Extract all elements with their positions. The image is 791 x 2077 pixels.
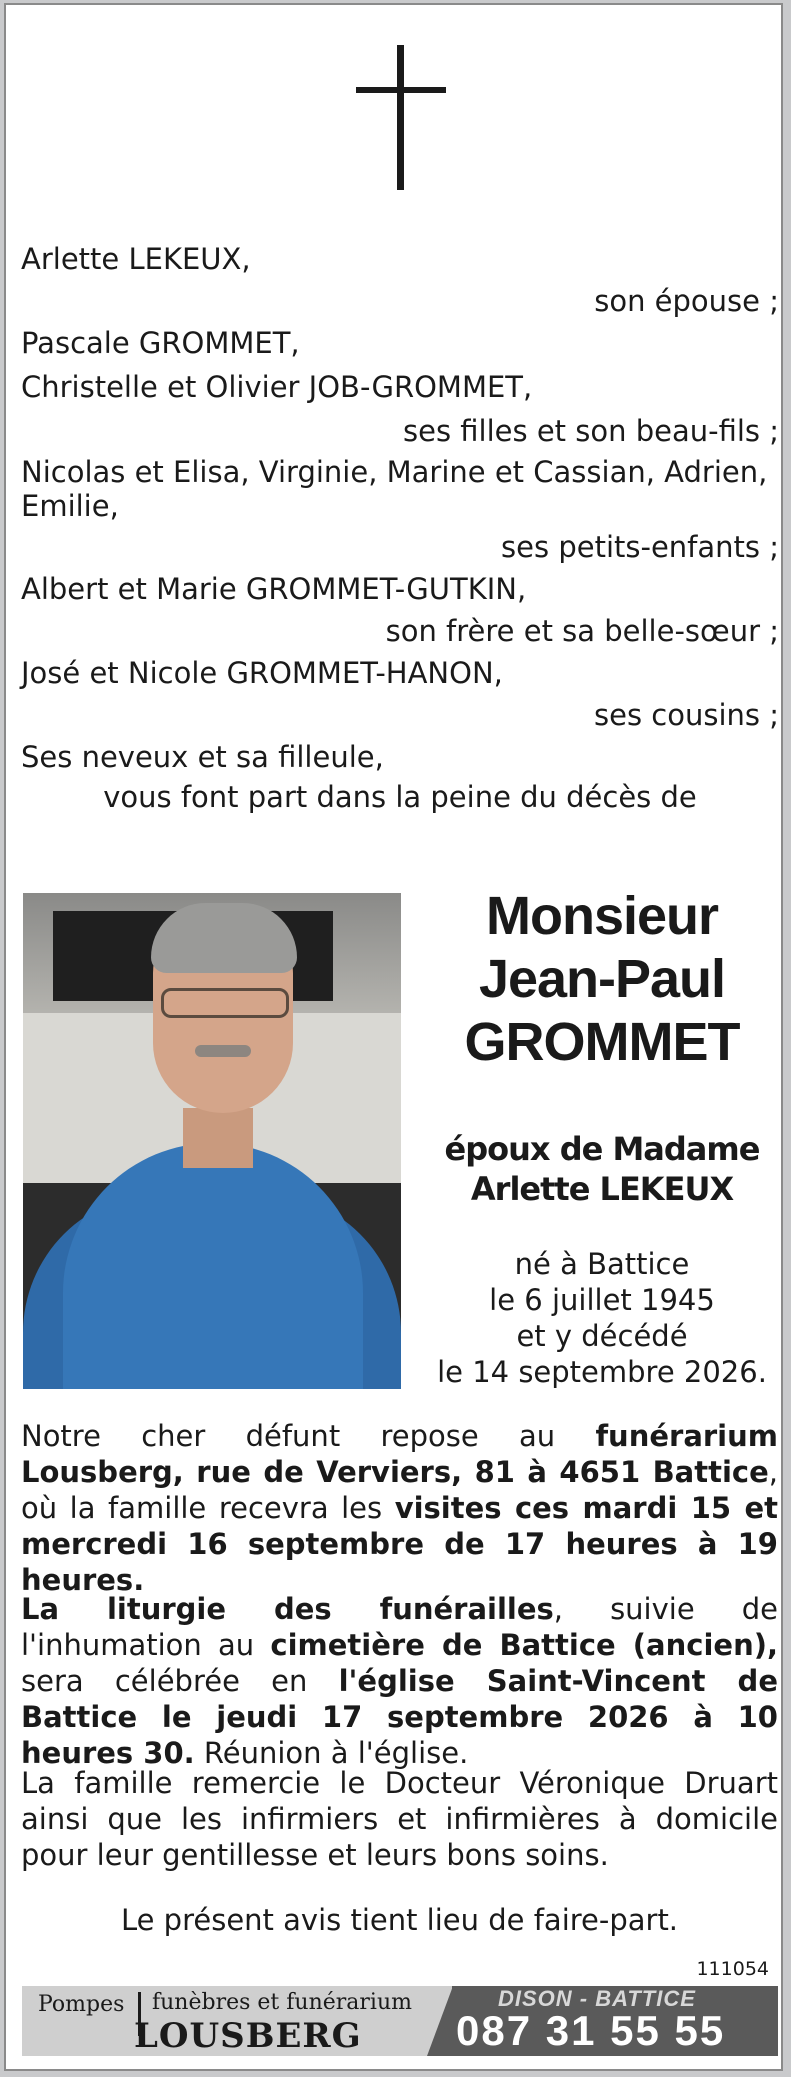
family-line: Pascale GROMMET,: [21, 326, 300, 360]
death-notice: [4, 3, 783, 2071]
spouse-line: Arlette LEKEUX: [470, 1170, 734, 1208]
visitation-paragraph: [21, 1418, 778, 1598]
funebres-label: funèbres et funérarium: [152, 1990, 412, 2015]
cross-icon: [356, 45, 446, 190]
phone-number: 087 31 55 55: [456, 2007, 726, 2054]
relation-line: ses petits-enfants ;: [501, 530, 779, 564]
spouse-info: [426, 1129, 778, 1209]
family-line: Arlette LEKEUX,: [21, 242, 251, 276]
family-line: Albert et Marie GROMMET-GUTKIN,: [21, 572, 527, 606]
relation-line: son épouse ;: [594, 284, 779, 318]
name-line: Monsieur: [485, 886, 719, 946]
relation-line: son frère et sa belle-sœur ;: [385, 614, 779, 648]
closing-line: Le présent avis tient lieu de faire-part.: [120, 1903, 679, 1937]
family-line: Christelle et Olivier JOB-GROMMET,: [21, 370, 533, 404]
text-run: sera célébrée en: [21, 1664, 339, 1698]
reference-number: 111054: [696, 1958, 769, 1980]
funeral-home-banner: [22, 1986, 778, 2056]
deceased-name: [426, 885, 778, 1074]
relation-line: ses cousins ;: [594, 698, 779, 732]
name-line: Jean-Paul: [478, 949, 726, 1009]
intro-line: vous font part dans la peine du décès de: [103, 780, 697, 814]
birth-death-info: [426, 1246, 778, 1390]
deceased-photo: [23, 893, 401, 1389]
birth-line: et y décédé: [516, 1319, 688, 1353]
text-run-bold: visites ces mardi 15 et mercredi 16 septembre de 17 heures à 19 heures.: [21, 1491, 778, 1597]
family-list: [21, 241, 779, 815]
text-run-bold: l'église Saint-Vincent de Battice le jeudi 17 septembre 2026 à 10 heures 30.: [21, 1664, 778, 1770]
text-run: Notre cher défunt repose au: [21, 1419, 596, 1453]
pompes-label: Pompes: [38, 1992, 125, 2017]
location-label: DISON - BATTICE: [498, 1986, 696, 2011]
family-line: Nicolas et Elisa, Virginie, Marine et Cassian, Adrien, Emilie,: [21, 455, 768, 523]
family-line: Ses neveux et sa filleule,: [21, 740, 384, 774]
birth-line: le 14 septembre 2026.: [437, 1355, 767, 1389]
birth-line: né à Battice: [514, 1247, 690, 1281]
text-run: , où la famille recevra les: [21, 1455, 778, 1525]
thanks-paragraph: [21, 1765, 778, 1873]
text-run-bold: funérarium Lousberg, rue de Verviers, 81 à 4651 Battice: [21, 1419, 778, 1489]
brand-logo: LOUSBERG: [134, 2016, 362, 2056]
family-line: José et Nicole GROMMET-HANON,: [21, 656, 503, 690]
spouse-line: époux de Madame: [444, 1130, 760, 1168]
text-run-bold: cimetière de Battice (ancien),: [270, 1628, 778, 1662]
text-run: Réunion à l'église.: [194, 1736, 469, 1770]
text-run: La famille remercie le Docteur Véronique Druart ainsi que les infirmiers et infirmières à domicile pour leur gentillesse et leurs bons soins.: [21, 1766, 778, 1872]
relation-line: ses filles et son beau-fils ;: [403, 414, 779, 448]
text-run: , suivie de l'inhumation au: [21, 1592, 778, 1662]
funeral-paragraph: [21, 1591, 778, 1771]
text-run-bold: La liturgie des funérailles: [21, 1592, 554, 1626]
birth-line: le 6 juillet 1945: [489, 1283, 715, 1317]
name-line: GROMMET: [464, 1012, 740, 1072]
